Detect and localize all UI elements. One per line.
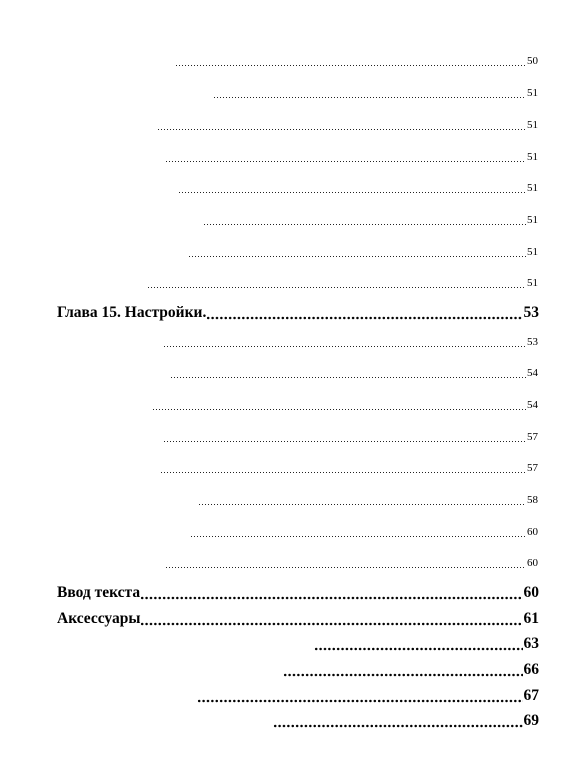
toc-leader-dots <box>197 686 523 706</box>
toc-chapter-entry <box>197 686 539 706</box>
toc-leader-dots <box>152 398 526 412</box>
toc-entry-label: Глава 15. Настройки. <box>57 304 207 321</box>
toc-entry-page: 51 <box>527 277 538 289</box>
toc-entry <box>152 398 538 412</box>
toc-leader-dots <box>283 660 523 680</box>
toc-entry-page: 69 <box>523 712 539 729</box>
toc-entry-page: 51 <box>527 87 538 99</box>
toc-entry-page: 60 <box>523 584 539 601</box>
toc-entry <box>203 213 538 227</box>
toc-entry-page: 51 <box>527 246 538 258</box>
toc-leader-dots <box>213 86 526 100</box>
toc-entry-page: 58 <box>527 494 538 506</box>
toc-chapter-entry <box>283 660 539 680</box>
toc-entry-page: 57 <box>527 462 538 474</box>
toc-entry-page: 51 <box>527 182 538 194</box>
toc-chapter-entry <box>314 634 539 654</box>
toc-entry <box>190 525 538 539</box>
toc-entry-page: 60 <box>527 557 538 569</box>
toc-leader-dots <box>198 493 526 507</box>
toc-entry-page: 53 <box>523 304 539 321</box>
toc-entry <box>165 150 538 164</box>
toc-entry-page: 51 <box>527 151 538 163</box>
toc-leader-dots <box>206 303 522 323</box>
toc-chapter-entry <box>57 303 539 323</box>
toc-entry-page: 53 <box>527 336 538 348</box>
toc-leader-dots <box>165 150 526 164</box>
toc-entry <box>178 181 538 195</box>
toc-entry <box>163 430 538 444</box>
toc-leader-dots <box>314 634 523 654</box>
toc-leader-dots <box>273 711 523 731</box>
toc-leader-dots <box>140 583 522 603</box>
toc-chapter-entry <box>57 609 539 629</box>
toc-entry-page: 50 <box>527 55 538 67</box>
toc-leader-dots <box>188 245 526 259</box>
toc-entry <box>213 86 538 100</box>
toc-entry <box>170 366 538 380</box>
toc-entry-page: 51 <box>527 119 538 131</box>
toc-entry-label: Ввод текста <box>57 584 141 601</box>
toc-entry-page: 54 <box>527 367 538 379</box>
toc-entry <box>188 245 538 259</box>
toc-leader-dots <box>163 335 526 349</box>
toc-leader-dots <box>157 118 526 132</box>
toc-leader-dots <box>160 461 526 475</box>
toc-leader-dots <box>163 430 526 444</box>
toc-entry-label: Аксессуары <box>57 610 141 627</box>
toc-entry <box>147 276 538 290</box>
toc-entry-page: 60 <box>527 526 538 538</box>
toc-entry-page: 54 <box>527 399 538 411</box>
toc-leader-dots <box>165 556 526 570</box>
toc-entry-page: 63 <box>523 635 539 652</box>
toc-entry-page: 61 <box>523 610 539 627</box>
toc-leader-dots <box>170 366 526 380</box>
toc-leader-dots <box>147 276 526 290</box>
toc-leader-dots <box>190 525 526 539</box>
toc-chapter-entry <box>273 711 539 731</box>
toc-leader-dots <box>203 213 526 227</box>
toc-leader-dots <box>140 609 522 629</box>
toc-leader-dots <box>178 181 526 195</box>
toc-entry <box>163 335 538 349</box>
toc-entry <box>160 461 538 475</box>
toc-leader-dots <box>175 54 526 68</box>
toc-entry-page: 57 <box>527 431 538 443</box>
toc-entry-page: 51 <box>527 214 538 226</box>
toc-chapter-entry <box>57 583 539 603</box>
toc-entry-page: 67 <box>523 687 539 704</box>
toc-entry <box>198 493 538 507</box>
toc-entry-page: 66 <box>523 661 539 678</box>
toc-entry <box>175 54 538 68</box>
toc-entry <box>165 556 538 570</box>
toc-entry <box>157 118 538 132</box>
